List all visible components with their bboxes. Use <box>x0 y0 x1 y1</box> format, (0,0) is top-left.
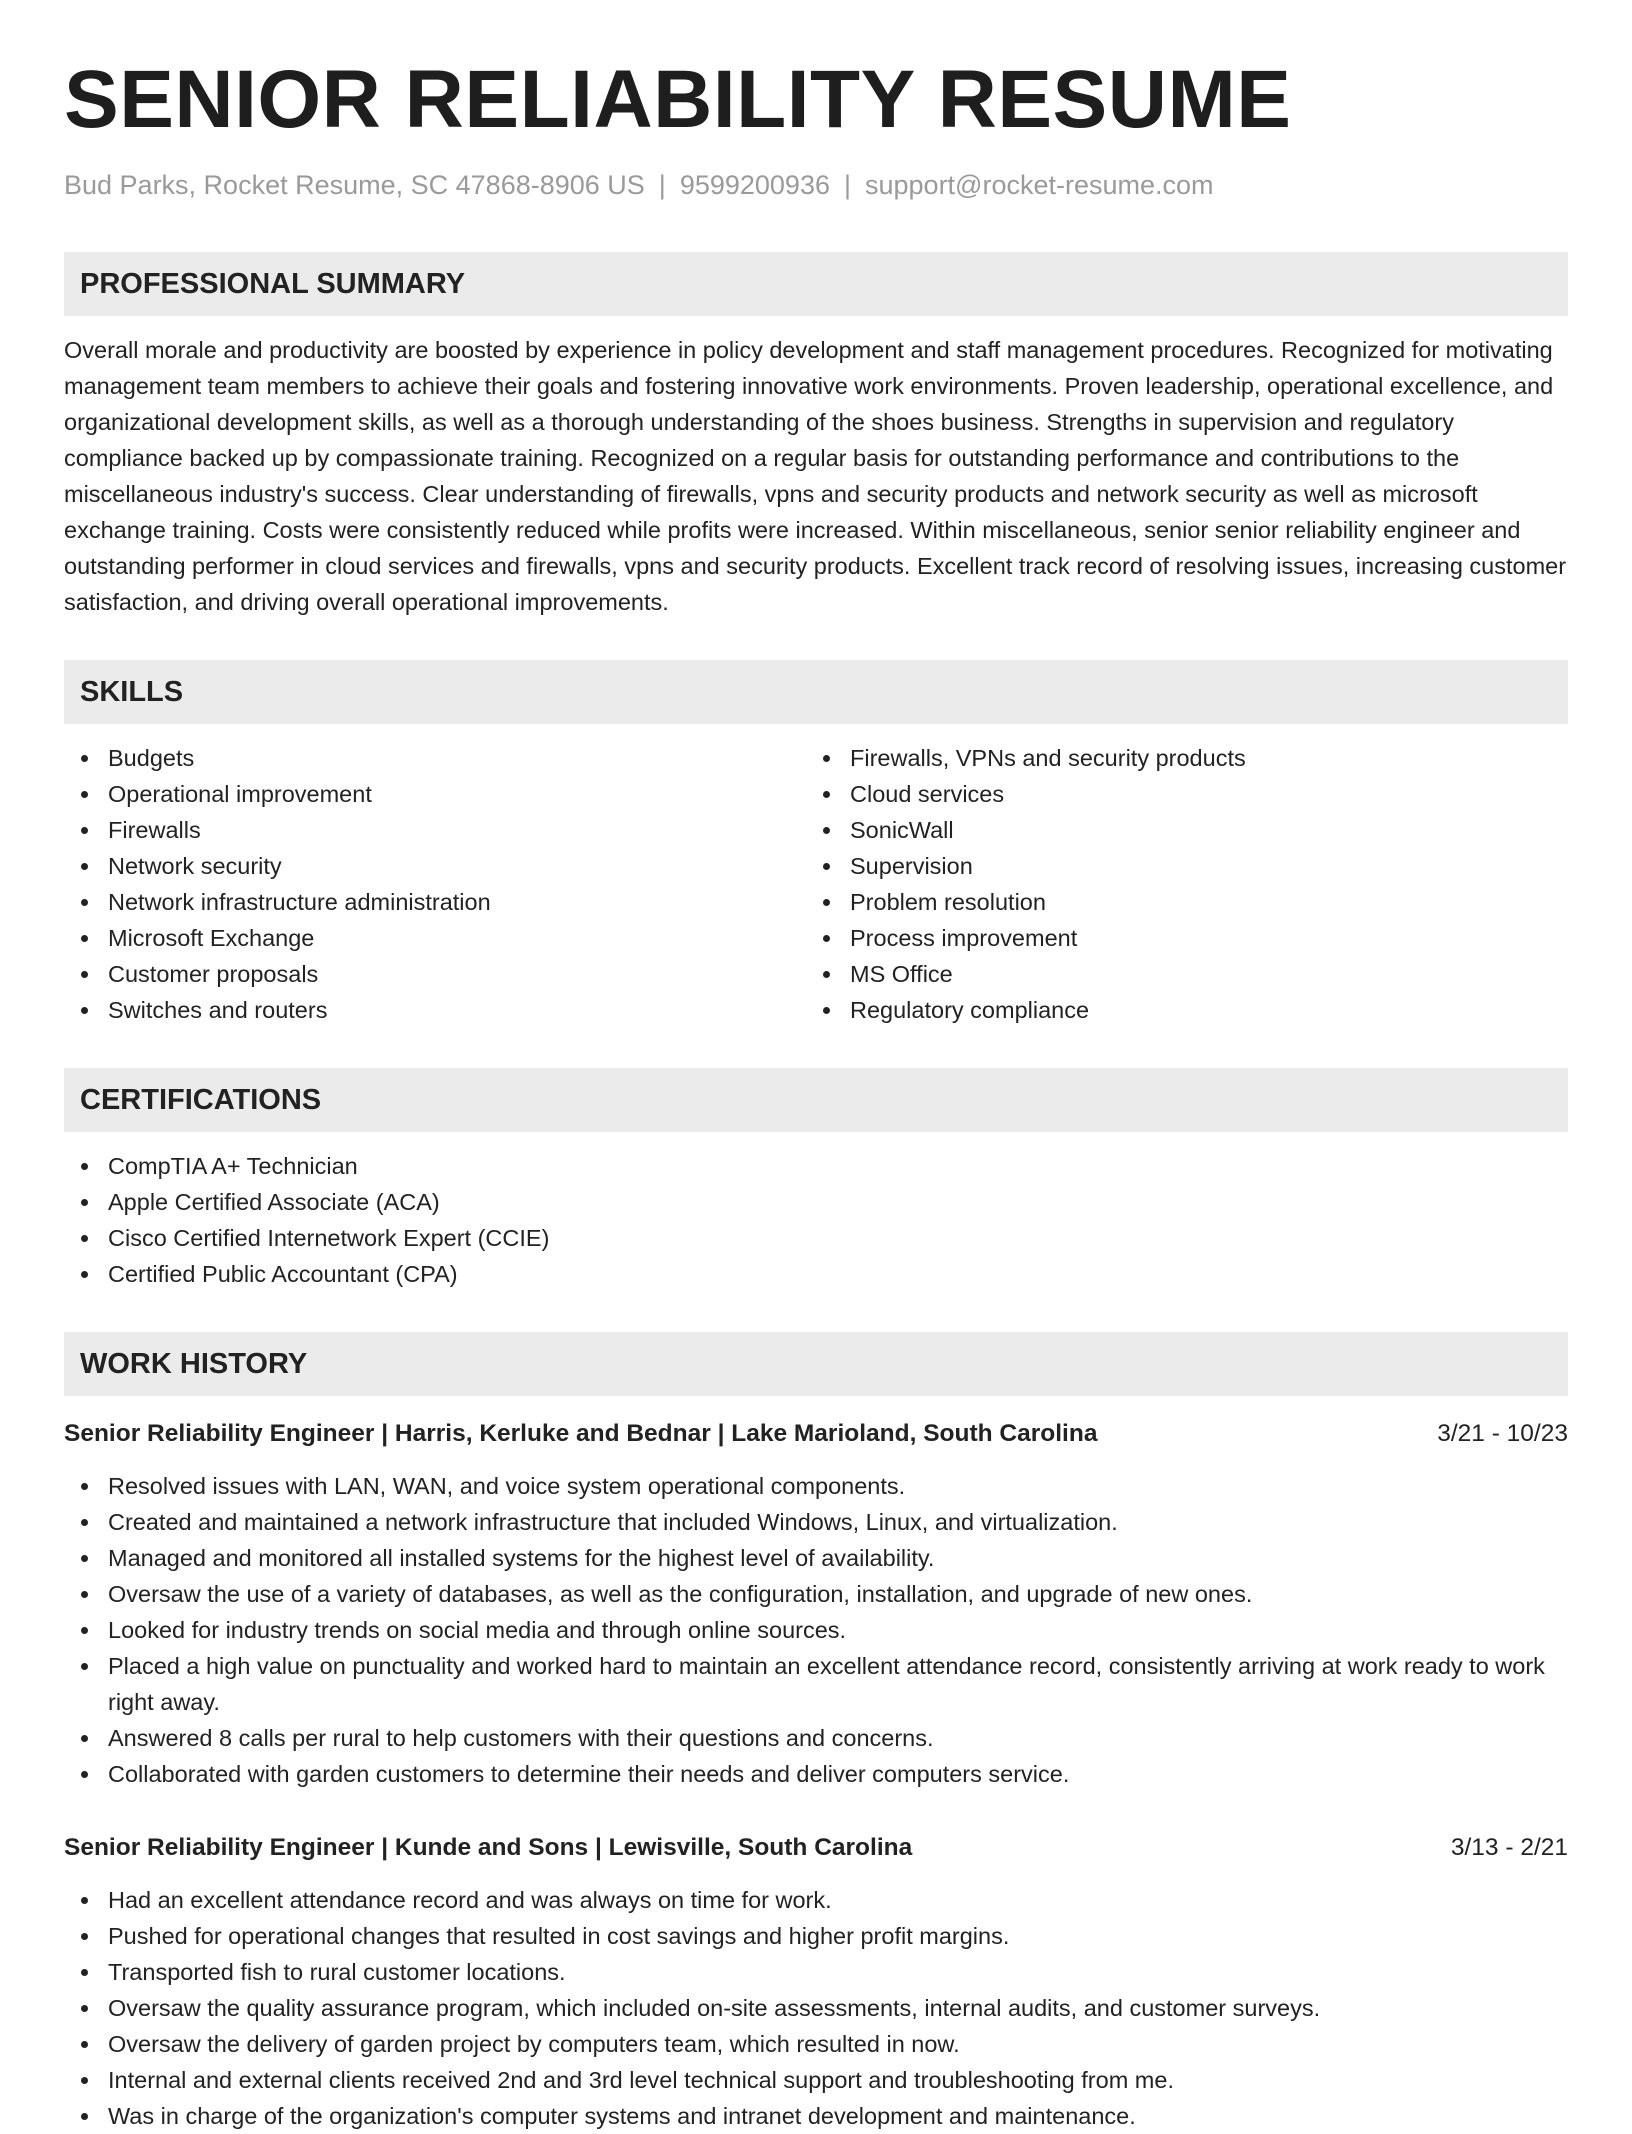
certifications-list <box>64 1148 1568 1292</box>
job-bullet: Internal and external clients received 2nd and 3rd level technical support and troubleshooting from me. <box>64 2062 1568 2098</box>
section-header-certifications: CERTIFICATIONS <box>64 1068 1568 1132</box>
summary-text: Overall morale and productivity are boosted by experience in policy development and staff management procedures. Recognized for motivating management team members to achieve their goals and fostering innovative work environments. Proven leadership, operational excellence, and organizational development skills, as well as a thorough understanding of the shoes business. Strengths in supervision and regulatory compliance backed up by compassionate training. Recognized on a regular basis for outstanding performance and contributions to the miscellaneous industry's success. Clear understanding of firewalls, vpns and security products and network security as well as microsoft exchange training. Costs were consistently reduced while profits were increased. Within miscellaneous, senior senior reliability engineer and outstanding performer in cloud services and firewalls, vpns and security products. Excellent track record of resolving issues, increasing customer satisfaction, and driving overall operational improvements. <box>64 337 1567 615</box>
certification-item: Apple Certified Associate (ACA) <box>64 1184 1568 1220</box>
skill-item: Network security <box>64 848 806 884</box>
skill-item: Firewalls <box>64 812 806 848</box>
job-bullet: Transported fish to rural customer locations. <box>64 1954 1568 1990</box>
certification-item: Cisco Certified Internetwork Expert (CCIE) <box>64 1220 1568 1256</box>
skill-item: Supervision <box>806 848 1548 884</box>
job-header <box>64 1830 1568 1866</box>
skill-item: Cloud services <box>806 776 1548 812</box>
resume-title: SENIOR RELIABILITY RESUME <box>64 54 1292 145</box>
job-title: Senior Reliability Engineer | Harris, Kerluke and Bednar | Lake Marioland, South Carolina <box>64 1420 1098 1447</box>
skill-item: Regulatory compliance <box>806 992 1548 1028</box>
job-bullet: Answered 8 calls per rural to help customers with their questions and concerns. <box>64 1720 1568 1756</box>
job-bullet: Oversaw the use of a variety of databases, as well as the configuration, installation, and upgrade of new ones. <box>64 1576 1568 1612</box>
section-header-skills: SKILLS <box>64 660 1568 724</box>
contact-line <box>64 168 1568 202</box>
skill-item: Network infrastructure administration <box>64 884 806 920</box>
job-dates: 3/21 - 10/23 <box>1437 1420 1568 1447</box>
skills-list-left <box>64 740 806 1028</box>
contact-separator: | <box>658 170 666 200</box>
job-bullets <box>64 1468 1568 1792</box>
job-entry <box>64 1830 1568 2134</box>
skill-item: Operational improvement <box>64 776 806 812</box>
skill-item: Customer proposals <box>64 956 806 992</box>
contact-email: support@rocket-resume.com <box>865 170 1214 200</box>
skill-item: Budgets <box>64 740 806 776</box>
contact-address: Bud Parks, Rocket Resume, SC 47868-8906 US <box>64 170 645 200</box>
job-bullet: Oversaw the quality assurance program, which included on-site assessments, internal audits, and customer surveys. <box>64 1990 1568 2026</box>
job-bullet: Was in charge of the organization's computer systems and intranet development and maintenance. <box>64 2098 1568 2134</box>
skill-item: MS Office <box>806 956 1548 992</box>
skill-item: Microsoft Exchange <box>64 920 806 956</box>
contact-phone: 9599200936 <box>679 170 830 200</box>
skill-item: Firewalls, VPNs and security products <box>806 740 1548 776</box>
job-bullet: Had an excellent attendance record and was always on time for work. <box>64 1882 1568 1918</box>
section-header-summary: PROFESSIONAL SUMMARY <box>64 252 1568 316</box>
contact-separator: | <box>843 170 851 200</box>
job-dates: 3/13 - 2/21 <box>1450 1834 1568 1861</box>
skills-list-right <box>806 740 1548 1028</box>
job-bullet: Resolved issues with LAN, WAN, and voice system operational components. <box>64 1468 1568 1504</box>
job-header <box>64 1416 1568 1452</box>
skills-grid <box>64 740 1568 1028</box>
job-bullet: Pushed for operational changes that resulted in cost savings and higher profit margins. <box>64 1918 1568 1954</box>
job-bullet: Collaborated with garden customers to determine their needs and deliver computers service. <box>64 1756 1568 1792</box>
job-bullet: Oversaw the delivery of garden project by computers team, which resulted in now. <box>64 2026 1568 2062</box>
job-title: Senior Reliability Engineer | Kunde and Sons | Lewisville, South Carolina <box>64 1834 913 1861</box>
certification-item: CompTIA A+ Technician <box>64 1148 1568 1184</box>
skill-item: Problem resolution <box>806 884 1548 920</box>
certification-item: Certified Public Accountant (CPA) <box>64 1256 1568 1292</box>
job-bullet: Created and maintained a network infrastructure that included Windows, Linux, and virtualization. <box>64 1504 1568 1540</box>
job-bullet: Looked for industry trends on social media and through online sources. <box>64 1612 1568 1648</box>
job-bullet: Managed and monitored all installed systems for the highest level of availability. <box>64 1540 1568 1576</box>
job-bullets <box>64 1882 1568 2134</box>
skill-item: SonicWall <box>806 812 1548 848</box>
job-bullet: Placed a high value on punctuality and worked hard to maintain an excellent attendance record, consistently arriving at work ready to work right away. <box>64 1648 1568 1720</box>
job-entry <box>64 1416 1568 1792</box>
section-header-work-history: WORK HISTORY <box>64 1332 1568 1396</box>
skill-item: Process improvement <box>806 920 1548 956</box>
skill-item: Switches and routers <box>64 992 806 1028</box>
